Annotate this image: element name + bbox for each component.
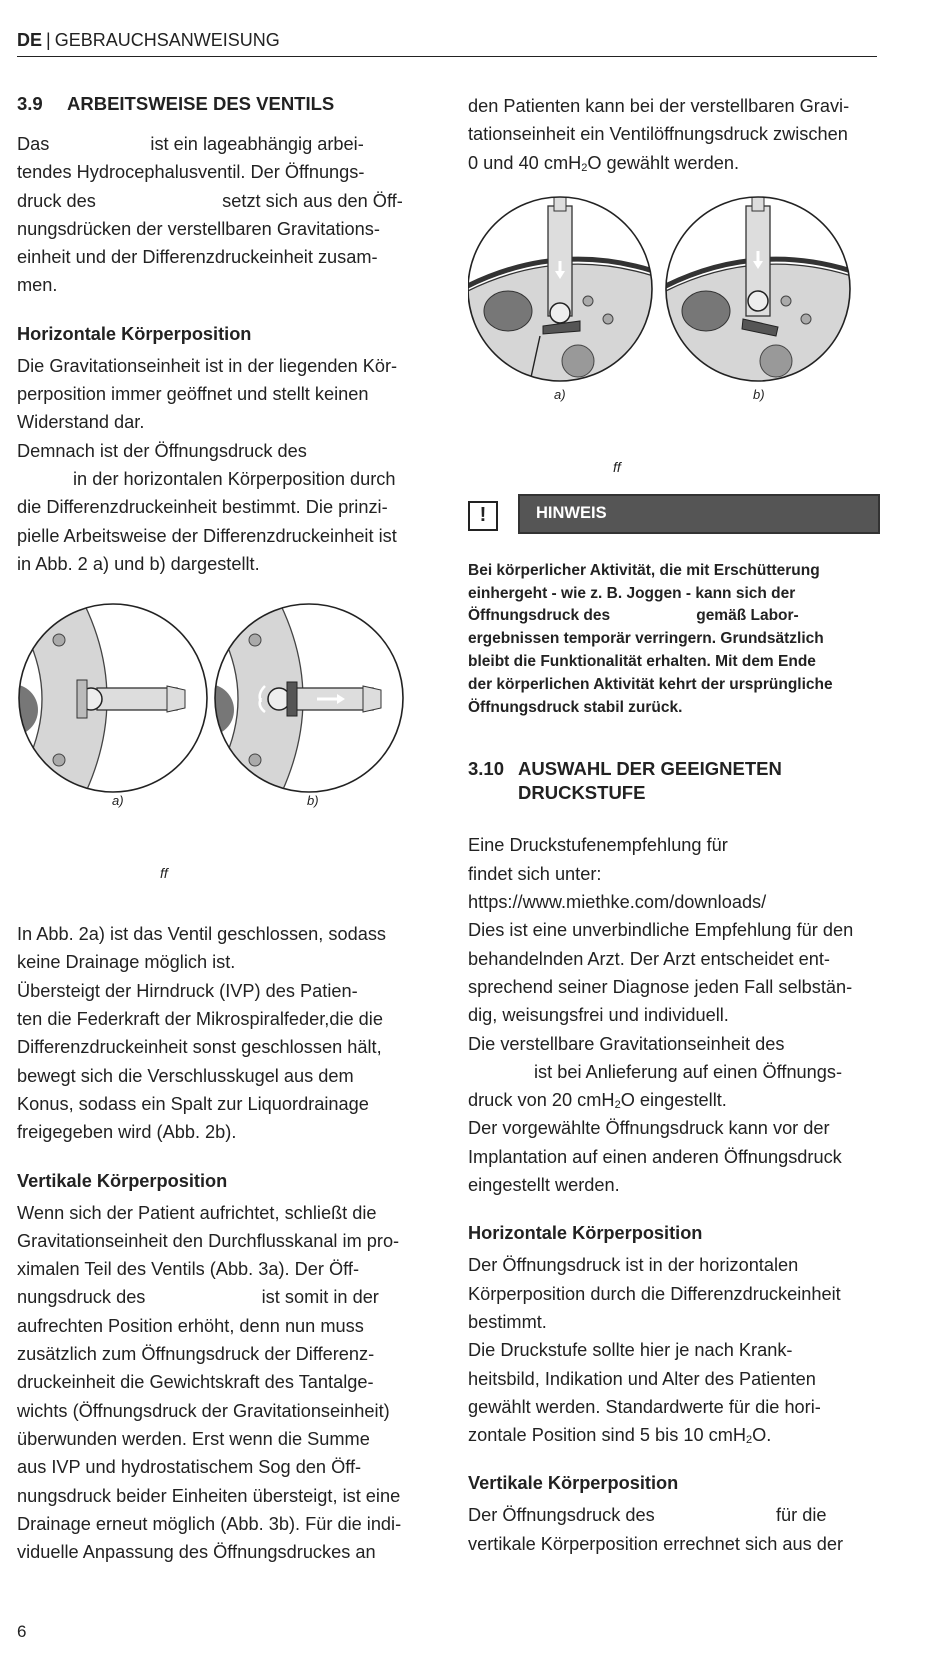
text-line: nungsdrücken der verstellbaren Gravitations-: [17, 218, 380, 239]
text-line: findet sich unter:: [468, 863, 602, 884]
text-line: Bei körperlicher Aktivität, die mit Erschütterung: [468, 561, 820, 579]
header-separator: |: [46, 30, 51, 50]
text-line: Körperposition durch die Differenzdruckeinheit: [468, 1283, 841, 1304]
text-line: gewählt werden. Standardwerte für die hori-: [468, 1396, 821, 1417]
text-line: sprechend seiner Diagnose jeden Fall selbstän-: [468, 976, 853, 997]
subheading-horizontal: Horizontale Körperposition: [17, 323, 252, 344]
download-link[interactable]: https://www.miethke.com/downloads/: [468, 892, 767, 913]
closed-paragraph: [17, 920, 425, 1146]
text-line: Der vorgewählte Öffnungsdruck kann vor der: [468, 1118, 830, 1139]
text-line: Öffnungsdruck des gemäß Labor-: [468, 607, 799, 625]
figure-caption-a: a): [554, 386, 566, 402]
horizontal-paragraph: [468, 1251, 878, 1449]
figure-caption-b: b): [753, 386, 765, 402]
text-line: Die Druckstufe sollte hier je nach Krank-: [468, 1340, 793, 1361]
text-line: aus IVP und hydrostatischem Sog den Öff-: [17, 1457, 362, 1478]
figure-2: [17, 590, 425, 920]
text-line: behandelnden Arzt. Der Arzt entscheidet ent-: [468, 948, 830, 969]
section-title: AUSWAHL DER GEEIGNETEN DRUCKSTUFE: [518, 758, 782, 804]
text-line: tendes Hydrocephalusventil. Der Öffnungs-: [17, 162, 365, 183]
text-line: einheit und der Differenzdruckeinheit zusam-: [17, 247, 378, 268]
text-line: überwunden werden. Erst wenn die Summe: [17, 1428, 370, 1449]
text-line: den Patienten kann bei der verstellbaren Gravi-: [468, 96, 850, 116]
text-line: Konus, sodass ein Spalt zur Liquordrainage: [17, 1093, 369, 1114]
text-line: der körperlichen Aktivität kehrt der ursprüngliche: [468, 675, 833, 693]
text-line: Demnach ist der Öffnungsdruck des: [17, 440, 307, 461]
text-line: Differenzdruckeinheit sonst geschlossen hält,: [17, 1037, 382, 1058]
text-line: pielle Arbeitsweise der Differenzdruckeinheit ist: [17, 525, 397, 546]
header-title: GEBRAUCHSANWEISUNG: [54, 30, 280, 50]
notice-label: HINWEIS: [518, 494, 880, 534]
text-line: druck von 20 cmH$_2$O eingestellt.: [468, 1090, 727, 1112]
section-number: 3.10: [468, 758, 505, 780]
text-line: men.: [17, 275, 58, 296]
text-line: Implantation auf einen anderen Öffnungsdruck: [468, 1146, 842, 1167]
text-line: Gravitationseinheit den Durchflusskanal im pro-: [17, 1230, 400, 1251]
text-line: bestimmt.: [468, 1311, 547, 1332]
text-line: Eine Druckstufenempfehlung für: [468, 835, 728, 856]
text-line: vertikale Körperposition errechnet sich aus der: [468, 1533, 844, 1554]
text-line: nungsdruck des ist somit in der: [17, 1287, 379, 1308]
text-line: wichts (Öffnungsdruck der Gravitationseinheit): [17, 1400, 390, 1421]
text-line: nungsdruck beider Einheiten übersteigt, ist eine: [17, 1485, 401, 1506]
text-line: zontale Position sind 5 bis 10 cmH$_2$O.: [468, 1425, 772, 1447]
text-line: die Differenzdruckeinheit bestimmt. Die prinzi-: [17, 497, 388, 518]
section-heading-3-9: [17, 92, 425, 116]
text-line: viduelle Anpassung des Öffnungsdruckes an: [17, 1542, 376, 1563]
notice-text: [468, 560, 878, 720]
figure-label: ff: [160, 865, 168, 882]
text-line: Öffnungsdruck stabil zurück.: [468, 698, 683, 716]
text-line: aufrechten Position erhöht, denn nun muss: [17, 1315, 364, 1336]
text-line: bleibt die Funktionalität erhalten. Mit dem Ende: [468, 653, 816, 671]
vertical-paragraph: [17, 1199, 425, 1567]
subheading-vertical: Vertikale Körperposition: [17, 1170, 228, 1191]
text-line: ten die Federkraft der Mikrospiralfeder,die die: [17, 1009, 383, 1030]
figure-caption-b: b): [307, 793, 319, 809]
text-line: Widerstand dar.: [17, 412, 145, 433]
language-code: DE: [17, 30, 43, 50]
left-column: [17, 92, 425, 1566]
figure-3: [468, 191, 878, 491]
right-column: [468, 92, 878, 1558]
warning-icon: !: [468, 501, 498, 531]
text-line: 0 und 40 cmH$_2$O gewählt werden.: [468, 152, 740, 174]
text-line: Dies ist eine unverbindliche Empfehlung für den: [468, 920, 854, 941]
text-line: druck des setzt sich aus den Öff-: [17, 190, 403, 211]
text-line: freigegeben wird (Abb. 2b).: [17, 1122, 237, 1143]
text-line: ist bei Anlieferung auf einen Öffnungs-: [534, 1061, 843, 1082]
text-line: Die Gravitationseinheit ist in der liegenden Kör-: [17, 355, 398, 376]
text-line: ximalen Teil des Ventils (Abb. 3a). Der Öff-: [17, 1259, 360, 1280]
text-line: einhergeht - wie z. B. Joggen - kann sich der: [468, 584, 796, 602]
text-line: zusätzlich zum Öffnungsdruck der Differenz-: [17, 1344, 375, 1365]
intro-paragraph: [17, 130, 425, 300]
page-header: [17, 30, 877, 57]
text-line: Der Öffnungsdruck ist in der horizontalen: [468, 1255, 799, 1276]
text-line: ergebnissen temporär verringern. Grundsätzlich: [468, 630, 824, 648]
notice-box: [468, 491, 878, 535]
text-line: druckeinheit die Gewichtskraft des Tantalge-: [17, 1372, 374, 1393]
section-number: 3.9: [17, 93, 43, 114]
page-number: 6: [17, 1622, 27, 1641]
vertical-paragraph: [468, 1501, 878, 1558]
subheading-horizontal: Horizontale Körperposition: [468, 1223, 703, 1244]
section-heading-3-10: [468, 757, 878, 805]
text-line: Die verstellbare Gravitationseinheit des: [468, 1033, 785, 1054]
figure-3-illustration: [468, 191, 878, 391]
text-line: Übersteigt der Hirndruck (IVP) des Patien-: [17, 980, 358, 1001]
text-line: Der Öffnungsdruck des für die: [468, 1505, 827, 1526]
text-line: Das ist ein lageabhängig arbei-: [17, 134, 364, 154]
text-line: bewegt sich die Verschlusskugel aus dem: [17, 1065, 354, 1086]
text-line: perposition immer geöffnet und stellt keinen: [17, 384, 369, 405]
text-line: Wenn sich der Patient aufrichtet, schließt die: [17, 1202, 377, 1223]
horizontal-paragraph: [17, 352, 425, 578]
text-line: tationseinheit ein Ventilöffnungsdruck zwischen: [468, 124, 848, 145]
figure-label: ff: [613, 458, 621, 475]
text-line: in Abb. 2 a) und b) dargestellt.: [17, 553, 260, 574]
figure-2-illustration: [17, 590, 425, 810]
text-line: heitsbild, Indikation und Alter des Patienten: [468, 1368, 816, 1389]
figure-caption-a: a): [112, 793, 124, 809]
text-line: eingestellt werden.: [468, 1175, 620, 1196]
text-line: keine Drainage möglich ist.: [17, 952, 236, 973]
text-line: in der horizontalen Körperposition durch: [73, 468, 396, 489]
text-line: dig, weisungsfrei und individuell.: [468, 1005, 729, 1026]
section-title: ARBEITSWEISE DES VENTILS: [67, 93, 335, 114]
text-line: Drainage erneut möglich (Abb. 3b). Für die indi-: [17, 1513, 402, 1534]
subheading-vertical: Vertikale Körperposition: [468, 1473, 679, 1494]
text-line: In Abb. 2a) ist das Ventil geschlossen, sodass: [17, 924, 387, 945]
